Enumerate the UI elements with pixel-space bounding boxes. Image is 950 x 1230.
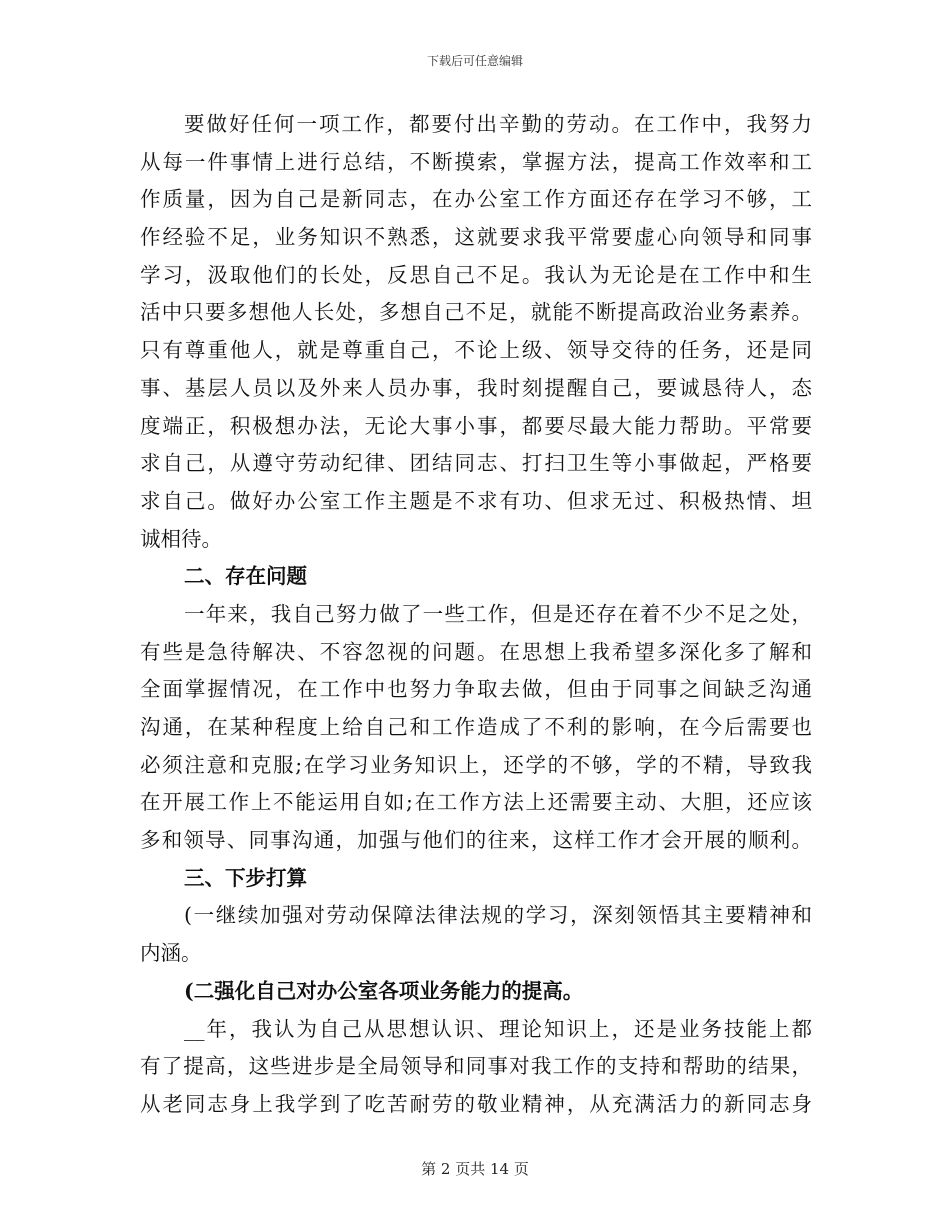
document-body — [140, 106, 812, 1124]
paragraph-line: 全面掌握情况，在工作中也努力争取去做，但由于同事之间缺乏沟通 — [140, 677, 812, 702]
paragraph-line: 有了提高，这些进步是全局领导和同事对我工作的支持和帮助的结果， — [140, 1054, 812, 1079]
paragraph-line: 作经验不足，业务知识不熟悉，这就要求我平常要虚心向领导和同事 — [140, 225, 812, 250]
subsection-heading: (二强化自己对办公室各项业务能力的提高。 — [184, 978, 584, 1003]
paragraph-line: 要做好任何一项工作，都要付出辛勤的劳动。在工作中，我努力 — [184, 112, 812, 136]
paragraph-line: 沟通，在某种程度上给自己和工作造成了不利的影响，在今后需要也 — [140, 715, 812, 739]
paragraph-line: __年，我认为自己从思想认识、理论知识上，还是业务技能上都 — [184, 1016, 812, 1041]
page-header: 下载后可任意编辑 — [426, 54, 523, 68]
paragraph-line: 有些是急待解决、不容忽视的问题。在思想上我希望多深化多了解和 — [140, 639, 812, 664]
paragraph-line: 多和领导、同事沟通，加强与他们的往来，这样工作才会开展的顺利。 — [140, 828, 812, 853]
paragraph-line: 诚相待。 — [140, 526, 222, 551]
section-heading: 二、存在问题 — [184, 564, 307, 589]
paragraph-line: 活中只要多想他人长处，多想自己不足，就能不断提高政治业务素养。 — [140, 300, 812, 325]
paragraph-line: 必须注意和克服;在学习业务知识上，还学的不够，学的不精，导致我 — [140, 752, 812, 777]
paragraph-line: 从每一件事情上进行总结，不断摸索，掌握方法，提高工作效率和工 — [140, 149, 812, 174]
paragraph-line: 只有尊重他人，就是尊重自己，不论上级、领导交待的任务，还是同 — [140, 338, 812, 363]
paragraph-line: 内涵。 — [140, 941, 202, 966]
paragraph-line: (一继续加强对劳动保障法律法规的学习，深刻领悟其主要精神和 — [184, 903, 812, 928]
paragraph-line: 学习，汲取他们的长处，反思自己不足。我认为无论是在工作中和生 — [140, 262, 812, 287]
page-number: 第 2 页共 14 页 — [421, 1160, 529, 1178]
paragraph-line: 度端正，积极想办法，无论大事小事，都要尽最大能力帮助。平常要 — [140, 413, 812, 438]
paragraph-line: 事、基层人员以及外来人员办事，我时刻提醒自己，要诚恳待人，态 — [140, 375, 812, 400]
paragraph-line: 求自己，从遵守劳动纪律、团结同志、打扫卫生等小事做起，严格要 — [140, 451, 812, 476]
paragraph-line: 在开展工作上不能运用自如;在工作方法上还需要主动、大胆，还应该 — [140, 790, 812, 815]
paragraph-line: 作质量，因为自己是新同志，在办公室工作方面还存在学习不够，工 — [140, 187, 812, 212]
paragraph-line: 一年来，我自己努力做了一些工作，但是还存在着不少不足之处， — [184, 601, 812, 626]
paragraph-line: 从老同志身上我学到了吃苦耐劳的敬业精神，从充满活力的新同志身 — [140, 1091, 812, 1116]
paragraph-line: 求自己。做好办公室工作主题是不求有功、但求无过、积极热情、坦 — [140, 488, 812, 513]
section-heading: 三、下步打算 — [184, 865, 307, 890]
